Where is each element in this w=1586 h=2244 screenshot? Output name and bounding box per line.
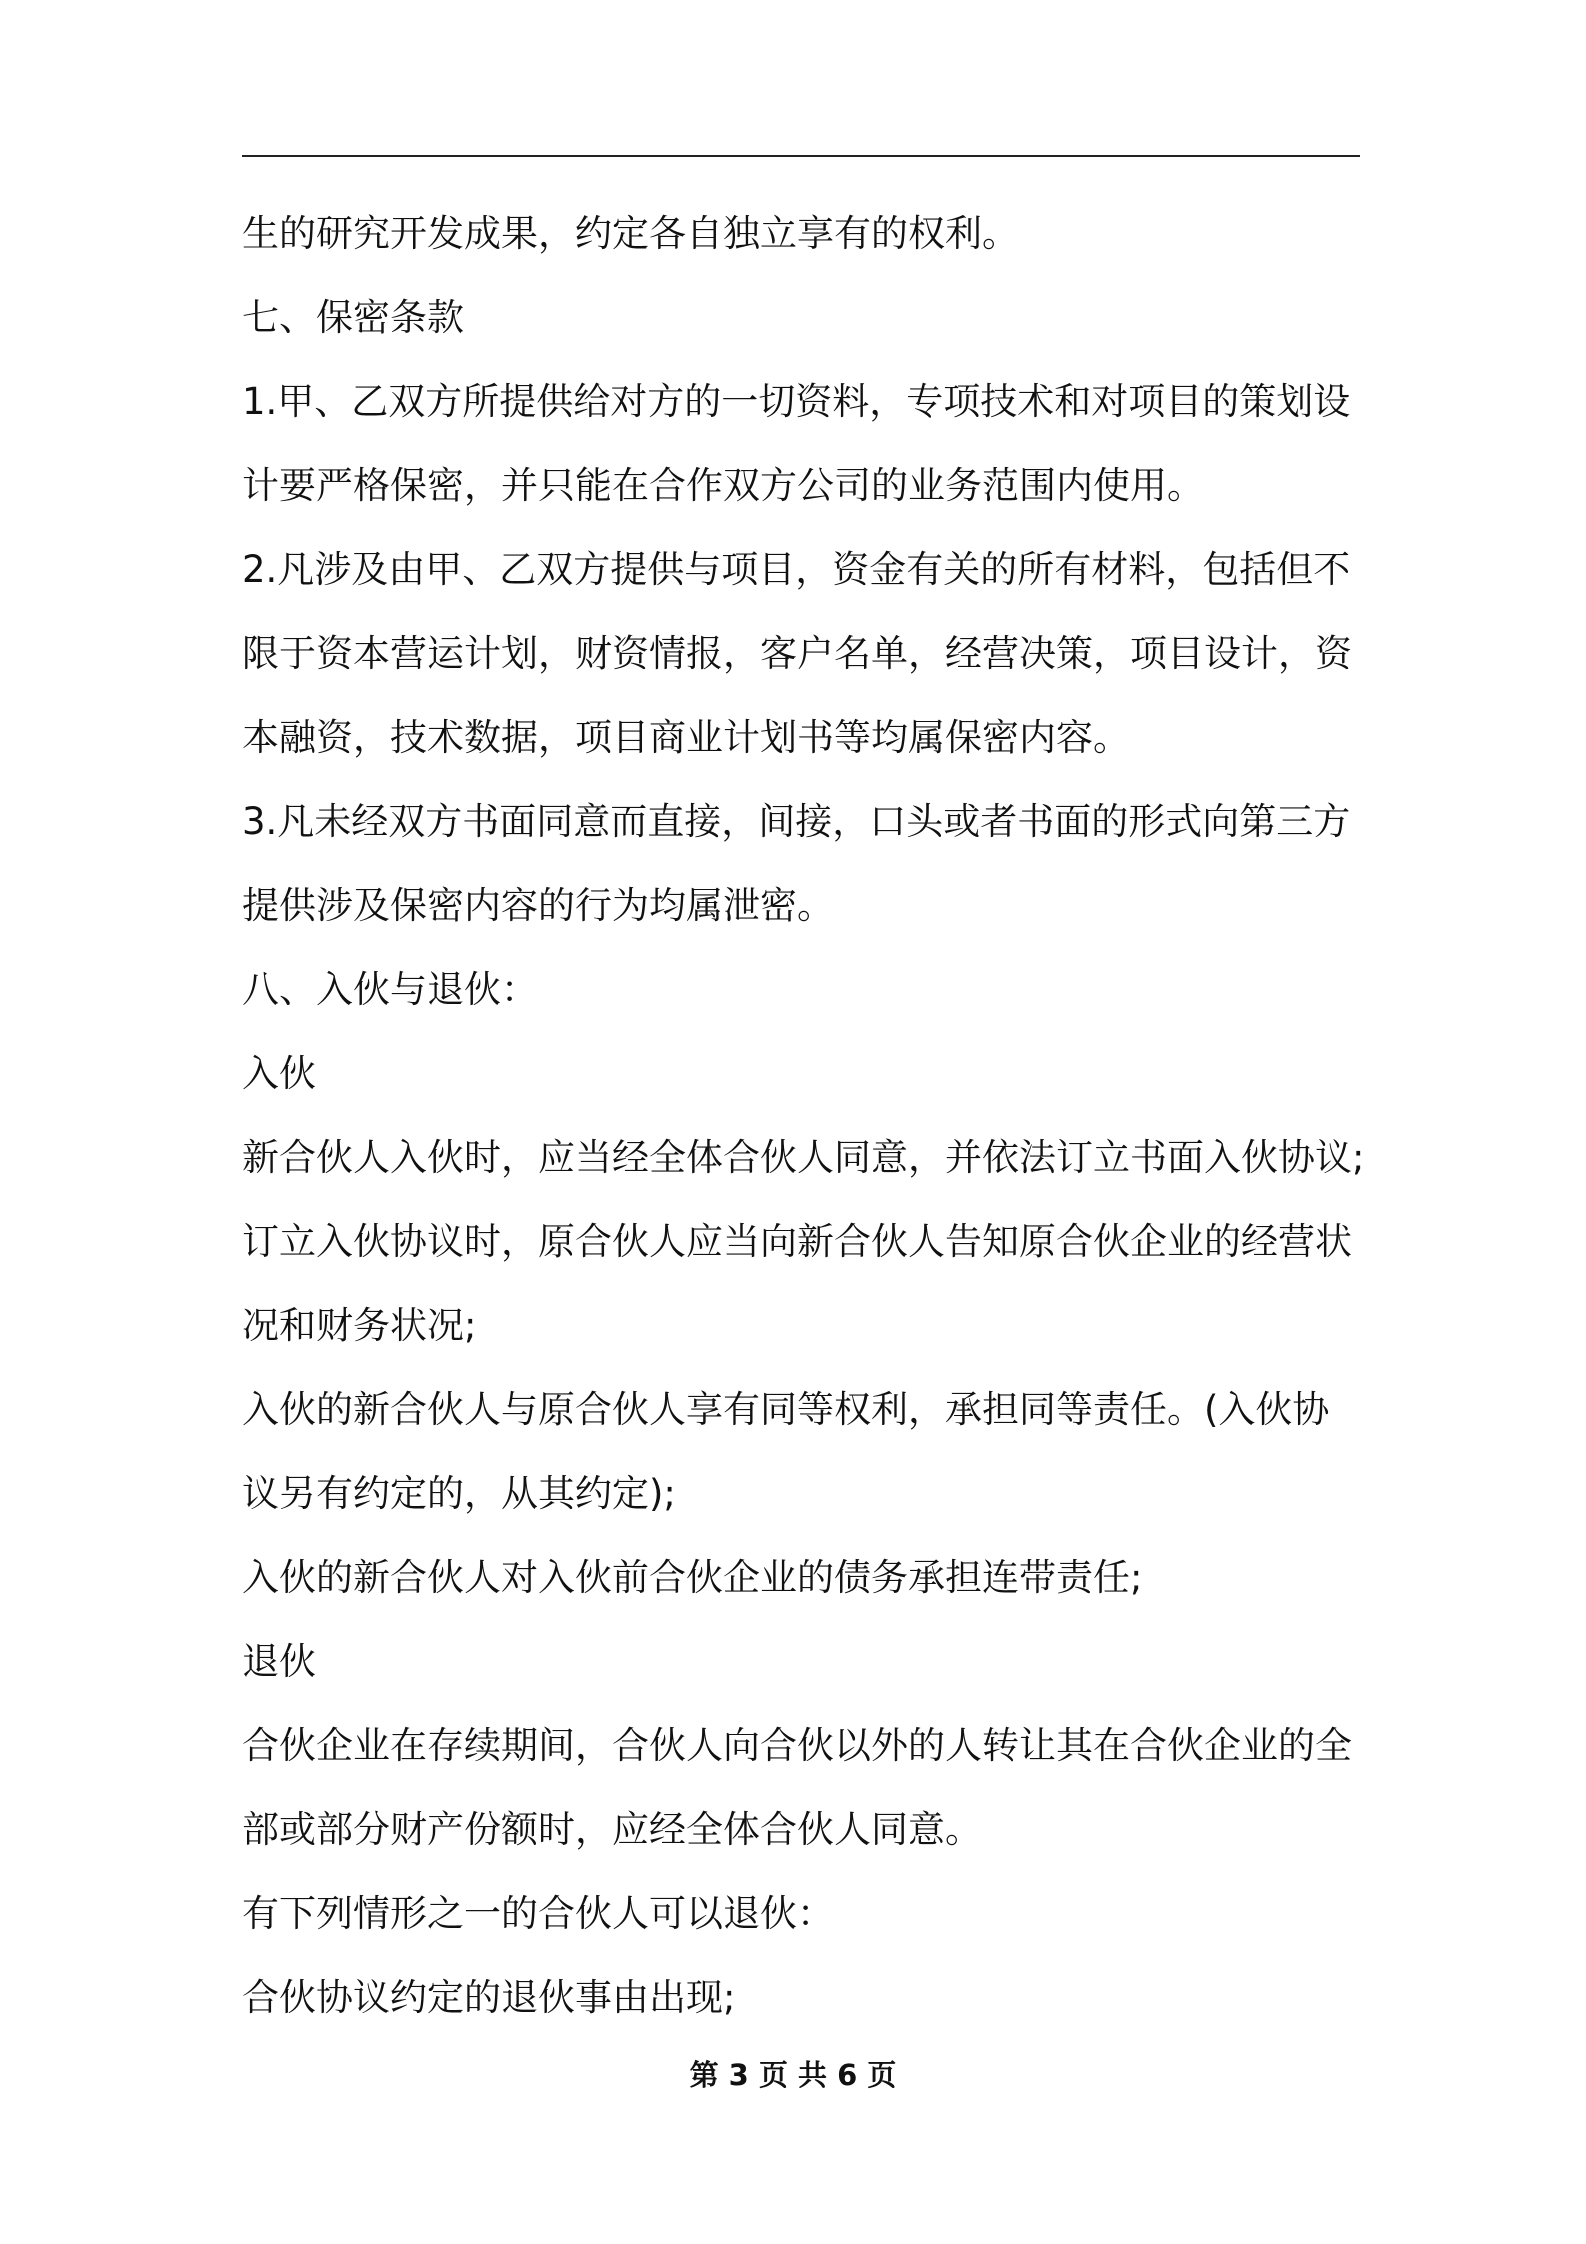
text-line: 议另有约定的，从其约定); — [242, 1472, 676, 1515]
page-number: 第 3 页 共 6 页 — [689, 2058, 897, 2092]
text-line: 3.凡未经双方书面同意而直接，间接，口头或者书面的形式向第三方 — [242, 800, 1351, 843]
text-line: 入伙的新合伙人与原合伙人享有同等权利，承担同等责任。(入伙协 — [242, 1388, 1330, 1431]
text-line: 提供涉及保密内容的行为均属泄密。 — [242, 884, 834, 927]
header-rule — [242, 155, 1360, 157]
text-line: 合伙协议约定的退伙事由出现; — [242, 1976, 736, 2019]
text-line: 本融资，技术数据，项目商业计划书等均属保密内容。 — [242, 716, 1130, 759]
document-body — [242, 192, 1372, 2040]
text-line: 部或部分财产份额时，应经全体合伙人同意。 — [242, 1808, 982, 1851]
text-line: 有下列情形之一的合伙人可以退伙： — [242, 1892, 834, 1935]
text-line: 限于资本营运计划，财资情报，客户名单，经营决策，项目设计，资 — [242, 632, 1352, 675]
subheading-admission: 入伙 — [242, 1052, 316, 1095]
text-line: 订立入伙协议时，原合伙人应当向新合伙人告知原合伙企业的经营状 — [242, 1220, 1352, 1263]
text-line: 计要严格保密，并只能在合作双方公司的业务范围内使用。 — [242, 464, 1204, 507]
section-heading-admission-withdrawal: 八、入伙与退伙： — [242, 968, 538, 1011]
page-footer — [0, 2053, 1586, 2094]
text-line: 新合伙人入伙时，应当经全体合伙人同意，并依法订立书面入伙协议; — [242, 1136, 1365, 1179]
subheading-withdrawal: 退伙 — [242, 1640, 316, 1683]
text-line: 合伙企业在存续期间，合伙人向合伙以外的人转让其在合伙企业的全 — [242, 1724, 1352, 1767]
text-line: 2.凡涉及由甲、乙双方提供与项目，资金有关的所有材料，包括但不 — [242, 548, 1351, 591]
text-line: 况和财务状况; — [242, 1304, 477, 1347]
section-heading-confidentiality: 七、保密条款 — [242, 296, 464, 339]
text-line: 1.甲、乙双方所提供给对方的一切资料，专项技术和对项目的策划设 — [242, 380, 1351, 423]
text-line: 生的研究开发成果，约定各自独立享有的权利。 — [242, 212, 1019, 255]
text-line: 入伙的新合伙人对入伙前合伙企业的债务承担连带责任; — [242, 1556, 1143, 1599]
